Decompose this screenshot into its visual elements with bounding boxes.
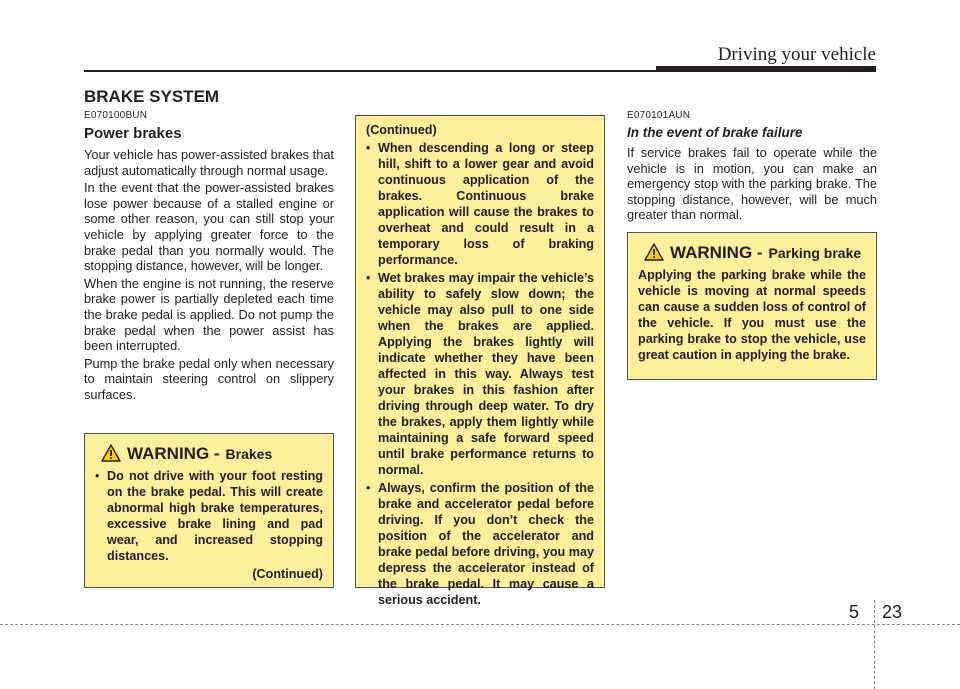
section-title: BRAKE SYSTEM (84, 87, 220, 106)
paragraph: When the engine is not running, the reserve brake power is partially depleted each time the brake pedal is applied. Do not pump the brake pedal when the power assist has been interrupted. (84, 275, 334, 354)
warning-header (101, 444, 323, 462)
list-item: • Do not drive with your foot resting on the brake pedal. This will create abnormal high brake temperatures, excessive brake lining and pad wear, and increased stopping distances. (95, 468, 323, 564)
warning-brakes-box (84, 433, 334, 588)
section-code: E070101AUN (627, 110, 691, 121)
warning-triangle-icon (644, 243, 664, 261)
continued-label: (Continued) (366, 123, 437, 137)
brake-failure-section (627, 110, 877, 225)
warning-triangle-icon (101, 444, 121, 462)
list-item: • Wet brakes may impair the vehicle’s ability to safely slow down; the vehicle may also pull to one side when the brakes are applied. Applying the brakes lightly will indicate whether they have been affected in this way. Always test your brakes in this fashion after driving through deep water. To dry the brakes, apply them lightly while maintaining a safe forward speed until brake performance returns to normal. (366, 270, 594, 478)
chapter-number: 5 (849, 602, 860, 622)
header-rule-accent (656, 66, 876, 72)
warning-bullets (95, 468, 323, 564)
brake-failure-heading: In the event of brake failure (627, 125, 803, 140)
warning-bullets (366, 140, 594, 608)
list-item: • When descending a long or steep hill, shift to a lower gear and avoid continuous application of the brakes. Continuous brake application will cause the brakes to overheat and could result in a temporary loss of braking performance. (366, 140, 594, 268)
section-code: E070100BUN (84, 110, 148, 121)
power-brakes-section (84, 110, 334, 405)
warning-word: WARNING - (670, 243, 763, 262)
footer-rule (0, 624, 960, 625)
continued-label: (Continued) (252, 567, 323, 581)
paragraph: If service brakes fail to operate while the vehicle is in motion, you can make an emergency stop with the parking brake. The stopping distance, however, will be much greater than normal. (627, 145, 877, 223)
warning-word: WARNING - (127, 444, 220, 463)
paragraph: In the event that the power-assisted brakes lose power because of a stalled engine or some other reason, you can still stop your vehicle by applying greater force to the brake pedal than you normally would. The stopping distance, however, will be longer. (84, 180, 334, 274)
paragraph: Your vehicle has power-assisted brakes that adjust automatically through normal usage. (84, 147, 334, 178)
page-number: 23 (882, 602, 903, 622)
warning-parking-box (627, 232, 877, 380)
warning-continued-box (355, 115, 605, 607)
warning-header (644, 243, 866, 261)
warning-subject: Parking brake (768, 245, 862, 261)
warning-subject: Brakes (225, 446, 273, 462)
page-number-separator (874, 600, 875, 689)
header-title: Driving your vehicle (717, 44, 876, 65)
list-item: • Always, confirm the position of the brake and accelerator pedal before driving. If you don’t check the position of the accelerator and brake pedal before driving, you may depress the accelerator instead of the brake pedal. It may cause a serious accident. (366, 480, 594, 608)
power-brakes-heading: Power brakes (84, 125, 182, 142)
paragraph: Pump the brake pedal only when necessary to maintain steering control on slippery surfaces. (84, 355, 334, 402)
warning-text: Applying the parking brake while the vehicle is moving at normal speeds can cause a sudden loss of control of the vehicle. If you must use the parking brake to stop the vehicle, use great caution in applying the brake. (638, 268, 866, 362)
